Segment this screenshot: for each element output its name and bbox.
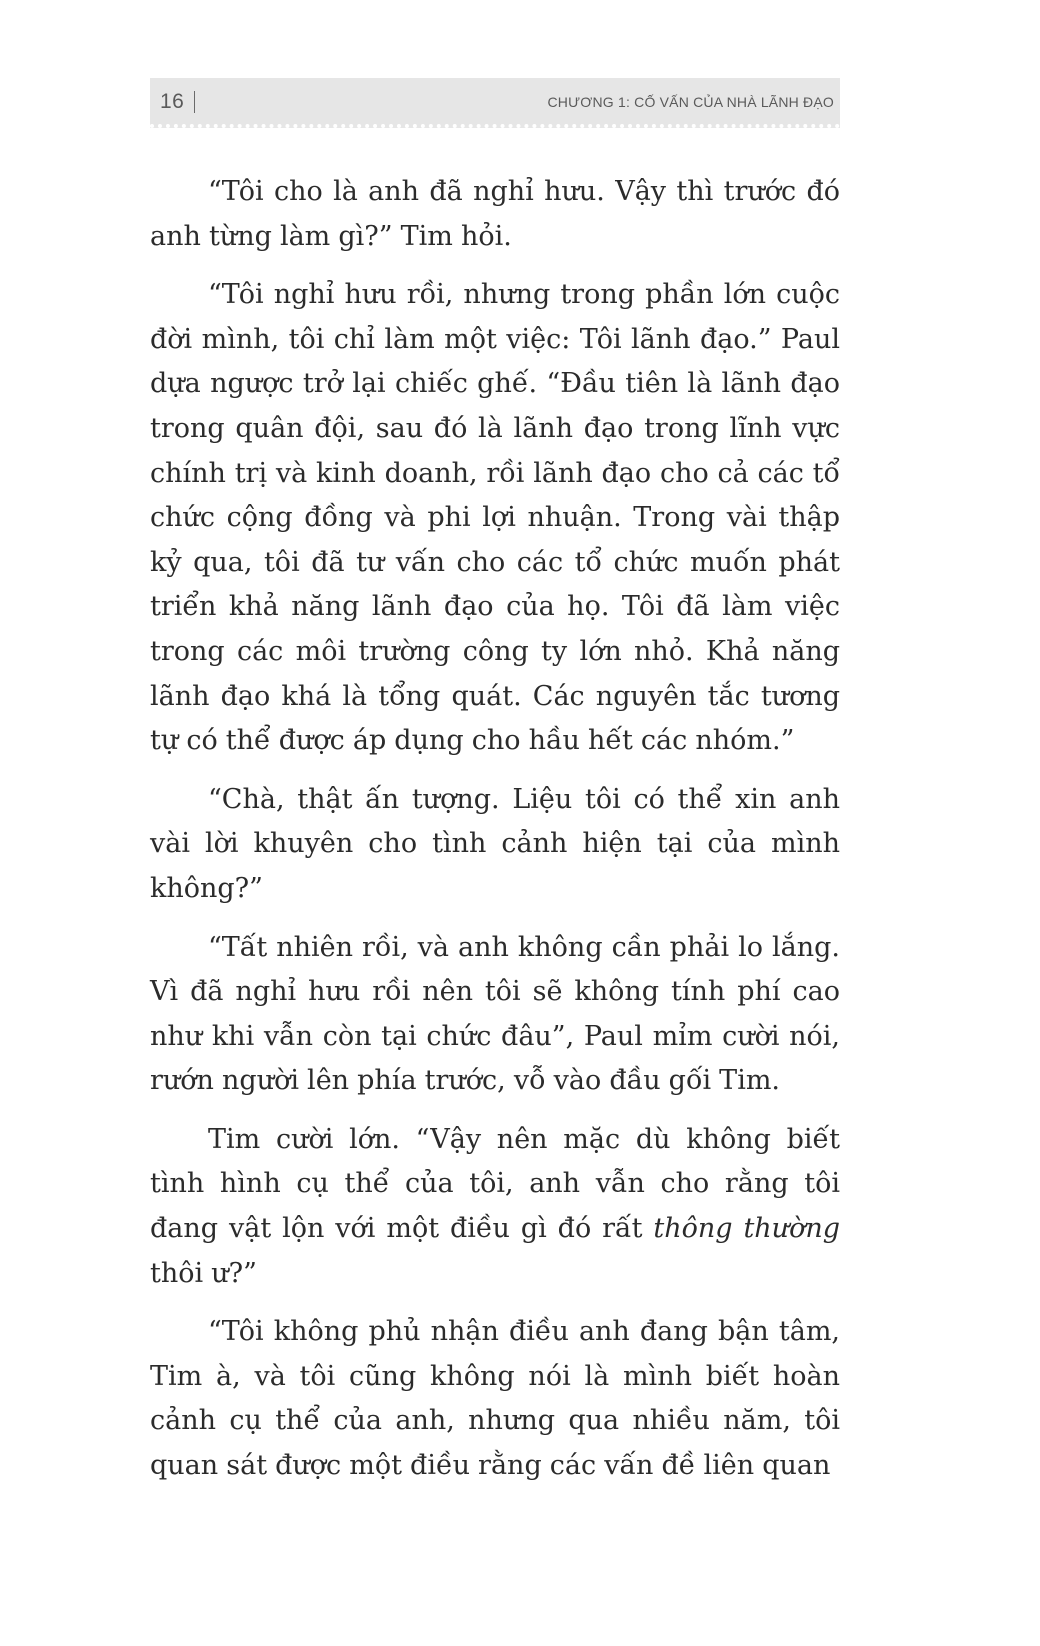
paragraph-text: thôi ư?” xyxy=(150,1257,257,1289)
body-text xyxy=(150,170,840,1503)
page-number: 16 xyxy=(160,90,185,113)
running-header xyxy=(150,78,840,128)
header-divider xyxy=(194,91,195,113)
paragraph: “Tôi nghỉ hưu rồi, nhưng trong phần lớn cuộc đời mình, tôi chỉ làm một việc: Tôi lãnh đạo.” Paul dựa ngược trở lại chiếc ghế. “Đầu tiên là lãnh đạo trong quân đội, sau đó là lãnh đạo trong lĩnh vực chính trị và kinh doanh, rồi lãnh đạo cho cả các tổ chức cộng đồng và phi lợi nhuận. Trong vài thập kỷ qua, tôi đã tư vấn cho các tổ chức muốn phát triển khả năng lãnh đạo của họ. Tôi đã làm việc trong các môi trường công ty lớn nhỏ. Khả năng lãnh đạo khá là tổng quát. Các nguyên tắc tương tự có thể được áp dụng cho hầu hết các nhóm.” xyxy=(150,279,840,757)
paragraph: “Tất nhiên rồi, và anh không cần phải lo lắng. Vì đã nghỉ hưu rồi nên tôi sẽ không tính phí cao như khi vẫn còn tại chức đâu”, Paul mỉm cười nói, rướn người lên phía trước, vỗ vào đầu gối Tim. xyxy=(150,931,840,1097)
paragraph: “Tôi không phủ nhận điều anh đang bận tâm, Tim à, và tôi cũng không nói là mình biết hoàn cảnh cụ thể của anh, nhưng qua nhiều năm, tôi quan sát được một điều rằng các vấn đề liên quan xyxy=(150,1316,840,1482)
paragraph-text: Tim cười lớn. “Vậy nên mặc dù không biết tình hình cụ thể của tôi, anh vẫn cho rằng tôi đang vật lộn với một điều gì đó rất xyxy=(150,1123,840,1245)
paragraph xyxy=(150,1118,840,1296)
emphasis-text: thông thường xyxy=(653,1213,841,1245)
chapter-title: CHƯƠNG 1: CỐ VẤN CỦA NHÀ LÃNH ĐẠO xyxy=(547,94,834,110)
paragraph: “Chà, thật ấn tượng. Liệu tôi có thể xin anh vài lời khuyên cho tình cảnh hiện tại của mình không?” xyxy=(150,783,840,904)
paragraph: “Tôi cho là anh đã nghỉ hưu. Vậy thì trước đó anh từng làm gì?” Tim hỏi. xyxy=(150,176,840,252)
